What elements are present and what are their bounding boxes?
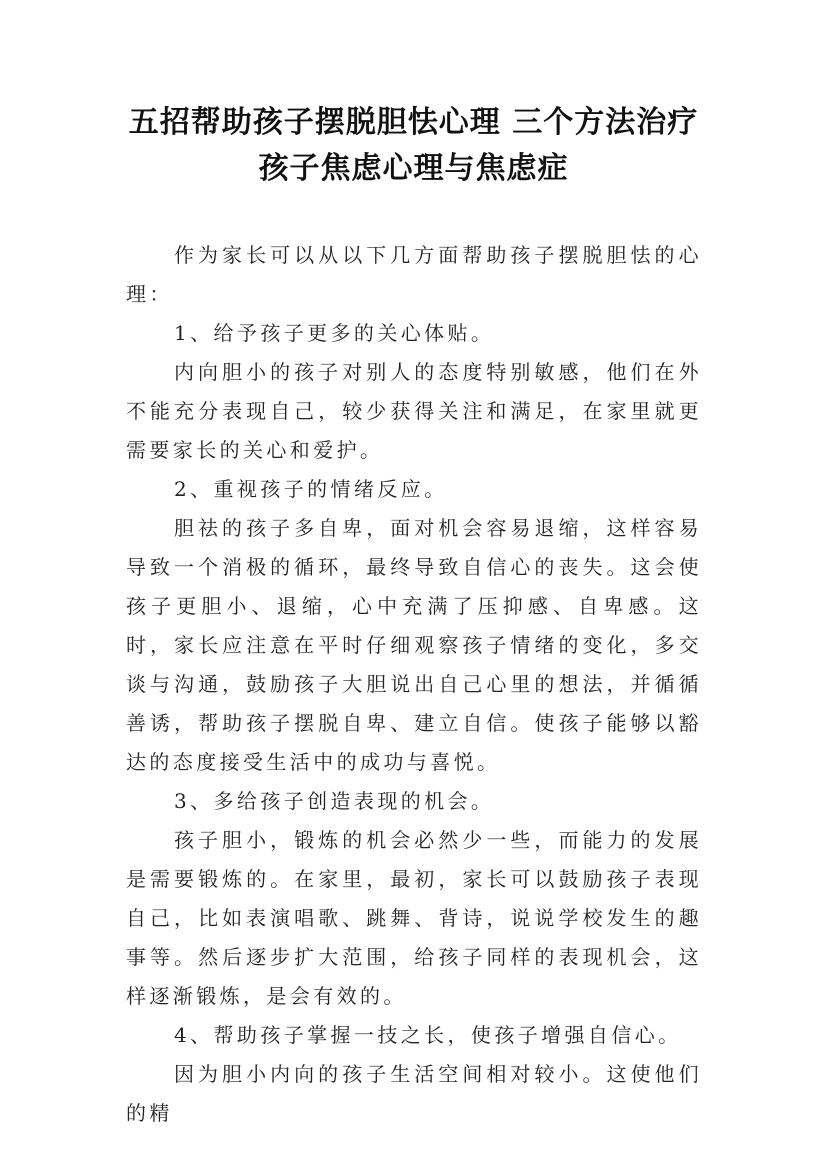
paragraph: 因为胆小内向的孩子生活空间相对较小。这使他们的精 bbox=[126, 1062, 702, 1125]
paragraph-intro: 作为家长可以从以下几方面帮助孩子摆脱胆怯的心理： bbox=[126, 243, 702, 306]
section-heading-4: 4、帮助孩子掌握一技之长，使孩子增强自信心。 bbox=[174, 1023, 682, 1047]
section-heading-1: 1、给予孩子更多的关心体贴。 bbox=[174, 321, 495, 345]
document-title bbox=[110, 100, 717, 192]
paragraph: 孩子胆小，锻炼的机会必然少一些，而能力的发展是需要锻炼的。在家里，最初，家长可以鼓励孩子表现自己，比如表演唱歌、跳舞、背诗，说说学校发生的趣事等。然后逐步扩大范围，给孩子同样的表现机会，这样逐渐锻炼，是会有效的。 bbox=[126, 828, 702, 1008]
title-line-1: 五招帮助孩子摆脱胆怯心理 三个方法治疗 bbox=[128, 105, 699, 140]
section-heading-2: 2、重视孩子的情绪反应。 bbox=[174, 477, 448, 501]
paragraph: 内向胆小的孩子对别人的态度特别敏感，他们在外不能充分表现自己，较少获得关注和满足，在家里就更需要家长的关心和爱护。 bbox=[126, 360, 702, 462]
title-line-2: 孩子焦虑心理与焦虑症 bbox=[258, 151, 569, 186]
section-heading-3: 3、多给孩子创造表现的机会。 bbox=[174, 789, 495, 813]
paragraph: 胆祛的孩子多自卑，面对机会容易退缩，这样容易导致一个消极的循环，最终导致自信心的丧失。这会使孩子更胆小、退缩，心中充满了压抑感、自卑感。这时，家长应注意在平时仔细观察孩子情绪的变化，多交谈与沟通，鼓励孩子大胆说出自己心里的想法，并循循善诱，帮助孩子摆脱自卑、建立自信。使孩子能够以豁达的态度接受生活中的成功与喜悦。 bbox=[126, 516, 702, 774]
document-body bbox=[126, 236, 702, 1133]
